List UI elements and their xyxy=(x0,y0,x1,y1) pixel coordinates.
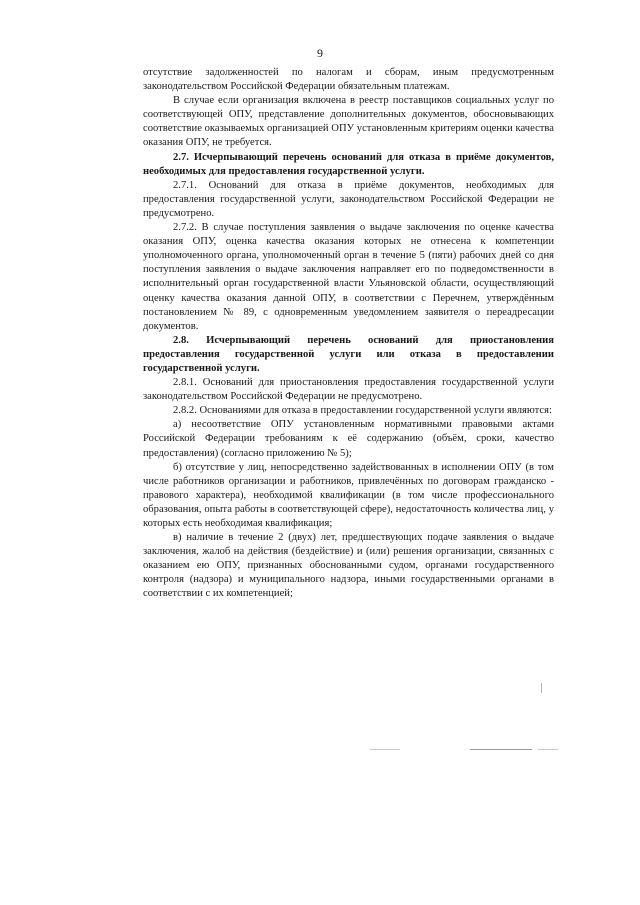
paragraph: б) отсутствие у лиц, непосредственно задействованных в исполнении ОПУ (в том числе работников организации и работников, привлечённых по договорам гражданско - правового характера), необходимой квалификации (в том числе профессионального образования, опыта работы в соответствующей сфере), недостаточность количества лиц, у которых есть необходимая квалификация; xyxy=(143,461,554,529)
document-body xyxy=(143,66,554,602)
scan-artifact-line xyxy=(470,749,532,750)
paragraph: 2.8.1. Оснований для приостановления предоставления государственной услуги законодательством Российской Федерации не предусмотрено. xyxy=(143,377,554,403)
paragraph: В случае если организация включена в реестр поставщиков социальных услуг по соответствующей ОПУ, представление дополнительных документов, обосновывающих соответствие оказываемых организацией ОПУ установленным критериям оценки качества оказания ОПУ, не требуется. xyxy=(143,95,554,149)
scan-artifact-line xyxy=(538,749,558,750)
section-heading: 2.7. Исчерпывающий перечень оснований для отказа в приёме документов, необходимых для предоставления государственной услуги. xyxy=(143,151,554,177)
paragraph: а) несоответствие ОПУ установленным нормативными правовыми актами Российской Федерации требованиям к её содержанию (объём, сроки, качество предоставления) (согласно приложению № 5); xyxy=(143,419,554,459)
paragraph: 2.7.1. Оснований для отказа в приёме документов, необходимых для предоставления государственной услуги, законодательством Российской Федерации не предусмотрено. xyxy=(143,179,554,219)
scan-artifact-mark xyxy=(541,683,542,693)
paragraph: 2.7.2. В случае поступления заявления о выдаче заключения по оценке качества оказания ОПУ, оценка качества оказания которых не отнесена к компетенции уполномоченного органа, уполномоченный орган в течение 5 (пяти) рабочих дней со дня поступления заявления о выдаче заключения направляет его по подведомственности в исполнительный орган государственной власти Ульяновской области, осуществляющий оценку качества оказания данной ОПУ, в соответствии с Перечнем, утверждённым постановлением № 89, с одновременным уведомлением заявителя о переадресации документов. xyxy=(143,222,554,332)
paragraph: отсутствие задолженностей по налогам и сборам, иным предусмотренным законодательством Российской Федерации обязательным платежам. xyxy=(143,67,554,93)
section-heading: 2.8. Исчерпывающий перечень оснований для приостановления предоставления государственной услуги или отказа в предоставлении государственной услуги. xyxy=(143,334,554,374)
paragraph: в) наличие в течение 2 (двух) лет, предшествующих подаче заявления о выдаче заключения, жалоб на действия (бездействие) и (или) решения организации, связанных с оказанием ею ОПУ, признанных обоснованными судом, органами государственного контроля (надзора) и муниципального надзора, иными государственными органами в соответствии с их компетенцией; xyxy=(143,532,554,600)
paragraph: 2.8.2. Основаниями для отказа в предоставлении государственной услуги являются: xyxy=(173,405,552,417)
scan-artifact-line xyxy=(370,749,400,750)
page-number: 9 xyxy=(317,46,323,60)
